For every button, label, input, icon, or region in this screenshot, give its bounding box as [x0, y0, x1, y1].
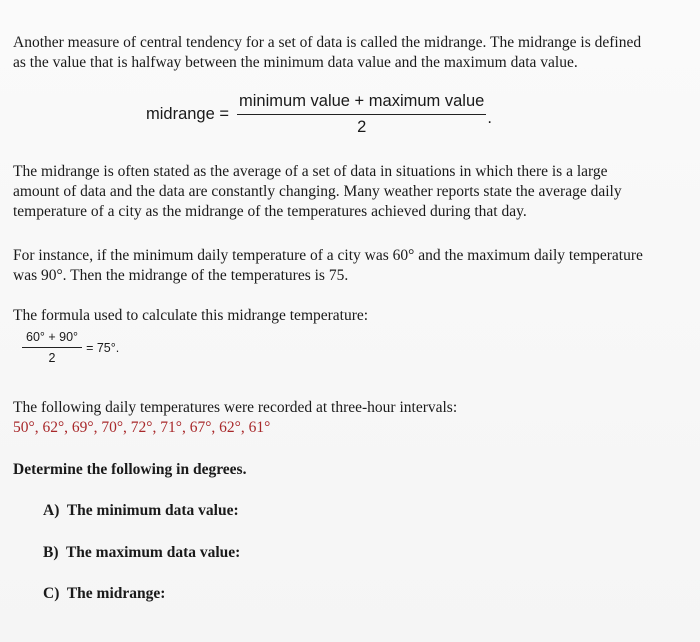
formula-fraction [237, 92, 486, 137]
question-a: A) The minimum data value: [43, 502, 239, 519]
example-line-2: was 90°. Then the midrange of the temperatures is 75. [13, 267, 349, 284]
intro-paragraph [13, 33, 641, 73]
intro-line-1: Another measure of central tendency for a set of data is called the midrange. The midrange is defined [13, 34, 642, 51]
recorded-values: 50°, 62°, 69°, 70°, 72°, 71°, 67°, 62°, 61° [13, 419, 271, 436]
average-line-1: The midrange is often stated as the average of a set of data in situations in which there is a large [13, 163, 608, 180]
example-result: = 75°. [86, 340, 120, 355]
formula-lhs: midrange = [146, 105, 230, 123]
formula-period: . [487, 109, 492, 127]
example-line-1: For instance, if the minimum daily temperature of a city was 60° and the maximum daily temperature [13, 247, 643, 264]
question-c: C) The midrange: [43, 585, 166, 602]
example-denominator: 2 [48, 351, 56, 365]
recorded-caption: The following daily temperatures were recorded at three-hour intervals: [13, 399, 458, 416]
task-heading: Determine the following in degrees. [13, 461, 247, 478]
question-b: B) The maximum data value: [43, 544, 241, 561]
example-numerator: 60° + 90° [22, 330, 82, 348]
example-formula-caption: The formula used to calculate this midrange temperature: [13, 307, 369, 324]
example-formula [22, 330, 119, 365]
intro-line-2: as the value that is halfway between the minimum data value and the maximum data value. [13, 54, 578, 71]
example-fraction [22, 330, 82, 365]
average-paragraph [13, 162, 622, 222]
average-line-3: temperature of a city as the midrange of the temperatures achieved during that day. [13, 203, 527, 220]
example-paragraph [13, 246, 643, 286]
formula-numerator: minimum value + maximum value [237, 92, 486, 115]
average-line-2: amount of data and the data are constantly changing. Many weather reports state the average daily [13, 183, 622, 200]
formula-denominator: 2 [357, 118, 367, 136]
midrange-formula [146, 92, 492, 137]
